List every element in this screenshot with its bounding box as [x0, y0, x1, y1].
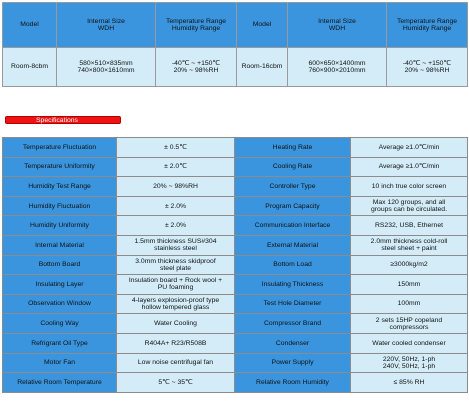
- spec-row: [3, 177, 468, 197]
- spec-label: Condenser: [235, 333, 351, 353]
- spec-label: External Material: [235, 235, 351, 255]
- spec-row: [3, 294, 468, 314]
- spec-row: [3, 157, 468, 177]
- spec-value: 10 inch true color screen: [351, 177, 468, 197]
- spec-value: 100mm: [351, 294, 468, 314]
- spec-row: [3, 255, 468, 275]
- spec-label: Heating Rate: [235, 138, 351, 158]
- spec-label: Observation Window: [3, 294, 117, 314]
- internal-size-header: Internal Size WDH: [57, 3, 156, 48]
- internal-size: 580×510×835mm 740×800×1610mm: [57, 48, 156, 87]
- spec-row: [3, 138, 468, 158]
- spec-value: ± 0.5℃: [117, 138, 235, 158]
- model-table-row: [3, 48, 468, 87]
- spec-value: ± 2.0%: [117, 196, 235, 216]
- internal-size-header-2: Internal Size WDH: [288, 3, 387, 48]
- spec-label: Relative Room Temperature: [3, 373, 117, 393]
- spec-label: Bottom Board: [3, 255, 117, 275]
- spec-value: 2 sets 15HP copeland compressors: [351, 314, 468, 334]
- specifications-tab: Specifications: [5, 116, 121, 124]
- specifications-table: [2, 137, 468, 393]
- spec-label: Humidity Test Range: [3, 177, 117, 197]
- spec-row: [3, 275, 468, 295]
- spec-value: 5℃ ~ 35℃: [117, 373, 235, 393]
- spec-row: [3, 314, 468, 334]
- model-table-header-row: [3, 3, 468, 48]
- temperature-humidity-range: -40℃ ~ +150℃ 20% ~ 98%RH: [387, 48, 468, 87]
- spec-label: Humidity Uniformity: [3, 216, 117, 236]
- spec-value: 3.0mm thickness skidproof steel plate: [117, 255, 235, 275]
- spec-label: Humidity Fluctuation: [3, 196, 117, 216]
- model-name: Room-8cbm: [3, 48, 57, 87]
- spec-label: Communication Interface: [235, 216, 351, 236]
- spec-label: Program Capacity: [235, 196, 351, 216]
- spec-value: Insulation board + Rock wool + PU foaming: [117, 275, 235, 295]
- spec-value: Low noise centrifugal fan: [117, 353, 235, 373]
- model-table: [2, 2, 468, 87]
- model-name: Room-16cbm: [237, 48, 288, 87]
- spec-value: ≥3000kg/m2: [351, 255, 468, 275]
- spec-row: [3, 353, 468, 373]
- spec-label: Refrigrant Oil Type: [3, 333, 117, 353]
- spec-value: ± 2.0℃: [117, 157, 235, 177]
- spec-row: [3, 196, 468, 216]
- spec-value: ± 2.0%: [117, 216, 235, 236]
- spec-label: Cooling Way: [3, 314, 117, 334]
- spec-label: Test Hole Diameter: [235, 294, 351, 314]
- internal-size: 600×650×1400mm 760×900×2010mm: [288, 48, 387, 87]
- spec-label: Relative Room Humidity: [235, 373, 351, 393]
- spec-value: Water Cooling: [117, 314, 235, 334]
- temperature-range-header: Temperature Range Humidity Range: [156, 3, 237, 48]
- spec-label: Insulating Layer: [3, 275, 117, 295]
- spec-label: Controller Type: [235, 177, 351, 197]
- spec-label: Compressor Brand: [235, 314, 351, 334]
- spec-label: Bottom Load: [235, 255, 351, 275]
- spec-value: Max 120 groups, and all groups can be circulated.: [351, 196, 468, 216]
- spec-row: [3, 235, 468, 255]
- model-header-2: Model: [237, 3, 288, 48]
- spec-value: Average ≥1.0℃/min: [351, 157, 468, 177]
- temperature-humidity-range: -40℃ ~ +150℃ 20% ~ 98%RH: [156, 48, 237, 87]
- spec-value: Water cooled condenser: [351, 333, 468, 353]
- spec-value: RS232, USB, Ethernet: [351, 216, 468, 236]
- spec-value: 4-layers explosion-proof type hollow tempered glass: [117, 294, 235, 314]
- spec-row: [3, 373, 468, 393]
- spec-label: Cooling Rate: [235, 157, 351, 177]
- spec-label: Temperature Uniformity: [3, 157, 117, 177]
- spec-label: Internal Material: [3, 235, 117, 255]
- spec-value: 150mm: [351, 275, 468, 295]
- spec-label: Motor Fan: [3, 353, 117, 373]
- model-header: Model: [3, 3, 57, 48]
- spec-value: 220V, 50Hz, 1-ph 240V, 50Hz, 1-ph: [351, 353, 468, 373]
- spec-label: Power Supply: [235, 353, 351, 373]
- spec-value: R404A+ R23/R508B: [117, 333, 235, 353]
- spec-row: [3, 333, 468, 353]
- temperature-range-header-2: Temperature Range Humidity Range: [387, 3, 468, 48]
- spec-value: Average ≥1.0℃/min: [351, 138, 468, 158]
- spec-row: [3, 216, 468, 236]
- spec-value: ≤ 85% RH: [351, 373, 468, 393]
- spec-value: 20% ~ 98%RH: [117, 177, 235, 197]
- spec-value: 1.5mm thickness SUS#304 stainless steel: [117, 235, 235, 255]
- spec-label: Insulating Thickness: [235, 275, 351, 295]
- spec-label: Temperature Fluctuation: [3, 138, 117, 158]
- spec-value: 2.0mm thickness cold-roll steel sheet + paint: [351, 235, 468, 255]
